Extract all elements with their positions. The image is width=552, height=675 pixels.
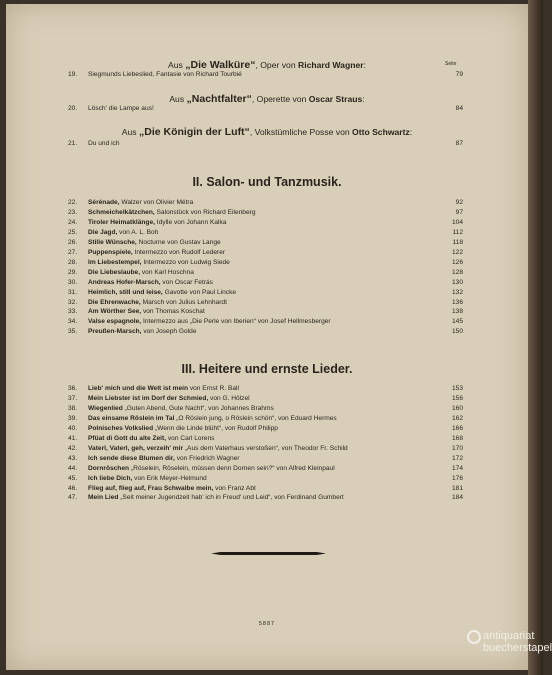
entry-row bbox=[68, 298, 463, 307]
entry-page: 156 bbox=[451, 394, 463, 402]
entry-title-bold: Preußen-Marsch, bbox=[88, 328, 142, 336]
entry-title-rest: Marsch von Julius Lehnhardt bbox=[140, 298, 227, 306]
entry-title-rest: von Franz Abt bbox=[213, 484, 256, 492]
opera-title: „Die Königin der Luft“ bbox=[138, 126, 250, 138]
entry-page: 176 bbox=[451, 474, 463, 482]
watermark-line1: antiquariat bbox=[483, 630, 535, 642]
entry-title-rest: „Seit meiner Jugendzeit hab' ich in Freud' und Leid“, von Ferdinand Gumbert bbox=[118, 494, 344, 502]
entry-row bbox=[68, 248, 463, 257]
entry-number: 43. bbox=[68, 454, 78, 462]
entry-title bbox=[88, 465, 335, 472]
entry-page: 166 bbox=[451, 424, 463, 432]
entry-title bbox=[88, 405, 274, 412]
entry-row bbox=[68, 198, 463, 207]
entry-number: 33. bbox=[68, 308, 78, 316]
entry-page: 172 bbox=[451, 454, 463, 462]
entry-title bbox=[88, 259, 230, 266]
entry-title bbox=[88, 229, 158, 236]
opera-suffix: , Oper von bbox=[255, 60, 298, 70]
opera-suffix: , Volkstümliche Posse von bbox=[249, 127, 353, 137]
entry-title-bold: Die Liebeslaube, bbox=[88, 268, 141, 276]
entry-title-rest: Nocturne von Gustav Lange bbox=[136, 238, 221, 246]
entry-row bbox=[68, 327, 463, 336]
entry-number: 22. bbox=[68, 199, 78, 206]
plate-number: 5887 bbox=[258, 621, 276, 627]
entry-title-rest: von A. L. Boh bbox=[117, 228, 159, 236]
entry-page: 153 bbox=[451, 385, 463, 392]
book-edge bbox=[528, 0, 543, 675]
entry-row bbox=[68, 424, 463, 433]
entry-row bbox=[68, 278, 463, 287]
entry-title-bold: Im Liebestempel, bbox=[88, 258, 142, 266]
entry-row bbox=[68, 228, 463, 237]
entry-page: 170 bbox=[451, 444, 463, 452]
entry-number: 25. bbox=[68, 228, 78, 236]
entry-title bbox=[88, 318, 331, 325]
entry-title-bold: Das einsame Röslein im Tal bbox=[88, 414, 175, 422]
entry-title-bold: Wiegenlied bbox=[88, 404, 123, 412]
entry-number: 35. bbox=[68, 328, 78, 336]
entry-title: Siegmunds Liebeslied, Fantasie von Richard Tourbié bbox=[88, 71, 242, 78]
entry-title-bold: Die Ehrenwache, bbox=[88, 298, 141, 306]
entry-title-rest: von Joseph Golde bbox=[141, 328, 197, 336]
opera-end: : bbox=[363, 60, 366, 70]
entry-title-rest: „Röselein, Röselein, müssen denn Dornen sein?“ von Alfred Kleinpaul bbox=[129, 464, 335, 472]
entry-page: 128 bbox=[451, 268, 463, 276]
entry-title-rest: von Thomas Koschat bbox=[141, 308, 205, 316]
opera-title: „Die Walküre“ bbox=[185, 59, 256, 71]
entry-title-rest: Intermezzo von Ludwig Siede bbox=[141, 258, 230, 266]
entry-title-rest: „Guten Abend, Gute Nacht“, von Johannes Brahms bbox=[122, 404, 274, 412]
entry-title bbox=[88, 395, 250, 402]
entry-page: 138 bbox=[451, 308, 463, 316]
entry-title bbox=[88, 385, 239, 392]
entry-row bbox=[68, 258, 463, 267]
entry-row bbox=[68, 218, 463, 227]
entry-row bbox=[68, 268, 463, 277]
entry-number: 47. bbox=[68, 494, 78, 502]
entry-title-rest: von Erik Meyer-Helmund bbox=[132, 474, 207, 482]
entry-title-rest: „Wenn die Linde blüht“, von Rudolf Philipp bbox=[153, 424, 278, 432]
entry-number: 34. bbox=[68, 318, 78, 326]
seite-label: Seite bbox=[445, 61, 457, 67]
entry-title-rest: „O Röslein jung, o Röslein schön“, von Eduard Hermes bbox=[174, 414, 337, 422]
entry-page: 130 bbox=[451, 278, 463, 286]
entry-title bbox=[88, 269, 194, 276]
entry-number: 20. bbox=[68, 105, 78, 112]
opera-composer: Richard Wagner bbox=[297, 60, 364, 70]
entry-title-bold: Flieg auf, flieg auf, Frau Schwalbe mein, bbox=[88, 484, 214, 492]
entry-row bbox=[68, 484, 463, 493]
entry-title bbox=[88, 455, 239, 462]
entry-number: 23. bbox=[68, 208, 78, 216]
entry-number: 40. bbox=[68, 424, 78, 432]
entry-number: 46. bbox=[68, 484, 78, 492]
entry-title-bold: Ich liebe Dich, bbox=[88, 474, 133, 482]
entry-title: Du und ich bbox=[88, 140, 120, 147]
entry-row bbox=[68, 288, 463, 297]
section-heading-lieder: III. Heitere und ernste Lieder. bbox=[181, 362, 353, 376]
opera-end: : bbox=[409, 127, 413, 137]
entry-page: 145 bbox=[451, 318, 463, 326]
entry-title-rest: Gavotte von Paul Lincke bbox=[162, 288, 237, 296]
entry-page: 181 bbox=[451, 484, 463, 492]
entry-title-bold: Stille Wünsche, bbox=[88, 238, 137, 246]
entry-title-rest: von Ernst R. Ball bbox=[188, 385, 239, 392]
entry-page: 150 bbox=[451, 328, 463, 336]
score-index-page bbox=[6, 4, 528, 670]
opera-composer: Oscar Straus bbox=[308, 94, 363, 104]
entry-number: 19. bbox=[68, 71, 78, 78]
watermark-line2: buecherstapel bbox=[483, 642, 552, 654]
opera-prefix: Aus bbox=[169, 94, 187, 104]
entry-number: 38. bbox=[68, 404, 78, 412]
entry-title-rest: Salonstück von Richard Eilenberg bbox=[154, 208, 256, 216]
entry-21 bbox=[68, 139, 463, 148]
entry-page: 168 bbox=[451, 434, 463, 442]
entry-number: 29. bbox=[68, 268, 78, 276]
entry-page: 87 bbox=[455, 140, 463, 147]
entry-number: 42. bbox=[68, 444, 78, 452]
entry-number: 37. bbox=[68, 394, 78, 402]
entry-20 bbox=[68, 104, 463, 113]
entry-title bbox=[88, 415, 337, 422]
entry-title-bold: Polnisches Volkslied bbox=[88, 424, 154, 432]
entry-row bbox=[68, 208, 463, 217]
entry-page: 160 bbox=[451, 404, 463, 412]
entry-title bbox=[88, 199, 193, 206]
entry-title-rest: von G. Hölzel bbox=[208, 394, 250, 402]
entry-title bbox=[88, 425, 278, 432]
opera-suffix: , Operette von bbox=[251, 94, 309, 104]
entry-title-bold: Puppenspiele, bbox=[88, 248, 133, 256]
entry-page: 122 bbox=[451, 248, 463, 256]
entry-title-rest: von Karl Hoschna bbox=[140, 268, 194, 276]
watermark-circle-icon bbox=[467, 630, 481, 644]
entry-row bbox=[68, 317, 463, 326]
entry-title bbox=[88, 239, 221, 246]
entry-row bbox=[68, 394, 463, 403]
entry-title bbox=[88, 435, 214, 442]
entry-title-bold: Heimlich, still und leise, bbox=[88, 288, 163, 296]
entry-page: 84 bbox=[455, 105, 463, 112]
entry-number: 21. bbox=[68, 140, 78, 147]
entry-title-bold: Ich sende diese Blumen dir, bbox=[88, 454, 175, 462]
entry-number: 39. bbox=[68, 414, 78, 422]
entry-page: 79 bbox=[455, 71, 463, 78]
entry-title-bold: Schmeichelkätzchen, bbox=[88, 208, 155, 216]
entry-title-bold: Pfüat di Gott du alte Zeit, bbox=[88, 434, 167, 442]
entry-title-bold: Andreas Hofer-Marsch, bbox=[88, 278, 161, 286]
entry-row bbox=[68, 474, 463, 483]
entry-title-bold: Tiroler Heimatklänge, bbox=[88, 218, 155, 226]
entry-number: 32. bbox=[68, 298, 78, 306]
entry-page: 92 bbox=[455, 199, 463, 206]
entry-number: 28. bbox=[68, 258, 78, 266]
entry-title bbox=[88, 289, 236, 296]
opera-prefix: Aus bbox=[168, 60, 186, 70]
entry-page: 126 bbox=[451, 258, 463, 266]
entry-number: 24. bbox=[68, 218, 78, 226]
entry-title bbox=[88, 299, 227, 306]
entry-row bbox=[68, 404, 463, 413]
entry-title-rest: Intermezzo von Rudolf Lederer bbox=[132, 248, 226, 256]
opera-heading-koenigin bbox=[6, 126, 528, 138]
entry-page: 97 bbox=[455, 208, 463, 216]
entry-row bbox=[68, 464, 463, 473]
entry-title-rest: Walzer von Olivier Métra bbox=[119, 199, 194, 206]
entry-title-bold: Mein Liebster ist im Dorf der Schmied, bbox=[88, 394, 209, 402]
entry-title bbox=[88, 475, 207, 482]
entry-page: 112 bbox=[452, 228, 463, 236]
entry-title-rest: Intermezzo aus „Die Perle von Iberien“ von Josef Hellmesberger bbox=[141, 318, 331, 326]
entry-page: 136 bbox=[451, 298, 463, 306]
entry-page: 162 bbox=[451, 414, 463, 422]
entry-row bbox=[68, 384, 463, 393]
entry-title-rest: „Aus dem Vaterhaus verstoßen“, von Theodor Fr. Schild bbox=[183, 444, 348, 452]
entry-row bbox=[68, 444, 463, 453]
entry-title-rest: von Carl Lorens bbox=[166, 434, 215, 442]
entry-page: 132 bbox=[451, 288, 463, 296]
entry-number: 30. bbox=[68, 278, 78, 286]
opera-prefix: Aus bbox=[121, 127, 139, 137]
entry-number: 44. bbox=[68, 464, 78, 472]
entry-title bbox=[88, 249, 225, 256]
entry-title bbox=[88, 279, 213, 286]
entry-row bbox=[68, 493, 463, 502]
entry-title bbox=[88, 209, 256, 216]
entry-title bbox=[88, 485, 256, 492]
entry-number: 31. bbox=[68, 288, 78, 296]
entry-title-bold: Am Wörther See, bbox=[88, 308, 142, 316]
watermark-logo bbox=[467, 626, 552, 666]
entry-title-bold: Lieb' mich und die Welt ist mein bbox=[88, 385, 188, 392]
entry-row bbox=[68, 414, 463, 423]
entry-title bbox=[88, 445, 348, 452]
entry-title-rest: von Oscar Fetrás bbox=[160, 278, 213, 286]
entry-number: 45. bbox=[68, 474, 78, 482]
entry-number: 41. bbox=[68, 434, 78, 442]
entry-title: Lösch' die Lampe aus! bbox=[88, 105, 154, 112]
entry-title bbox=[88, 308, 205, 315]
entry-title-bold: Sérénade, bbox=[88, 199, 120, 206]
opera-title: „Nachtfalter“ bbox=[186, 93, 252, 105]
entry-title-rest: von Friedrich Wagner bbox=[174, 454, 240, 462]
entry-title bbox=[88, 494, 344, 501]
entry-page: 118 bbox=[452, 238, 463, 246]
entry-number: 26. bbox=[68, 238, 78, 246]
opera-composer: Otto Schwartz bbox=[352, 127, 410, 137]
entry-page: 104 bbox=[451, 218, 463, 226]
entry-title-rest: Idylle von Johann Kalka bbox=[154, 218, 227, 226]
entry-title-bold: Die Jagd, bbox=[88, 228, 118, 236]
entry-title bbox=[88, 219, 226, 226]
entry-row bbox=[68, 454, 463, 463]
entry-title-bold: Vaterl, Vaterl, geh, verzeih' mir bbox=[88, 444, 184, 452]
ornamental-rule bbox=[211, 552, 326, 555]
entry-row bbox=[68, 307, 463, 316]
entry-number: 27. bbox=[68, 248, 78, 256]
entry-row bbox=[68, 238, 463, 247]
entry-row bbox=[68, 434, 463, 443]
entry-page: 184 bbox=[451, 494, 463, 502]
entry-number: 36. bbox=[68, 385, 78, 392]
entry-19 bbox=[68, 70, 463, 79]
section-heading-salon: II. Salon- und Tanzmusik. bbox=[192, 175, 342, 189]
entry-title-bold: Valse espagnole, bbox=[88, 318, 142, 326]
entry-title-bold: Mein Lied bbox=[88, 494, 119, 502]
opera-end: : bbox=[362, 94, 365, 104]
entry-title bbox=[88, 328, 197, 335]
entry-title-bold: Dornröschen bbox=[88, 464, 130, 472]
entry-page: 174 bbox=[451, 464, 463, 472]
